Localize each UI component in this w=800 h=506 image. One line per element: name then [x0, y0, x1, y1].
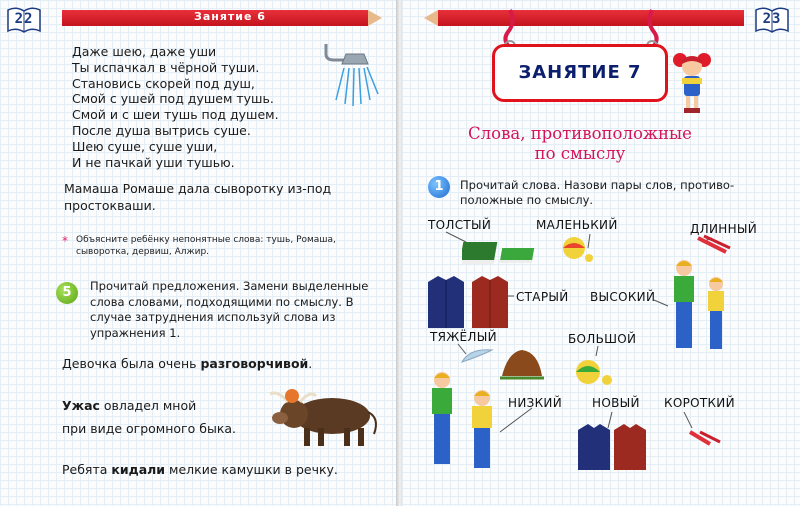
- task-number-badge: 1: [428, 176, 450, 198]
- task-instructions: Прочитай предложения. Замени выделенные слова словами, подходящими по смыслу. В случае затруднения используй слова из упражнения 1.: [90, 279, 369, 340]
- word-dlinnyy: ДЛИННЫЙ: [690, 222, 758, 236]
- long-pencils-illustration: [696, 234, 732, 258]
- bull-illustration: [264, 384, 382, 450]
- lesson-header: Занятие 6: [194, 10, 266, 23]
- sentence-2-line-2: при виде огромного быка.: [62, 421, 236, 436]
- old-jackets-illustration: [424, 272, 514, 330]
- word-novyy: НОВЫЙ: [592, 396, 640, 410]
- tall-short-boys-illustration: [668, 258, 734, 354]
- word-staryy: СТАРЫЙ: [516, 290, 569, 304]
- sentence-1: Девочка была очень разговорчивой.: [62, 356, 313, 371]
- shower-illustration: [318, 40, 388, 110]
- word-vysokiy: ВЫСОКИЙ: [590, 290, 656, 304]
- tongue-twister-line: простокваши.: [64, 198, 156, 213]
- poem-line: Становись скорей под душ,: [72, 75, 255, 91]
- highlighted-word: кидали: [111, 462, 166, 477]
- balls-illustration: [560, 236, 596, 264]
- boys-illustration: [426, 370, 502, 474]
- task-instructions: Прочитай слова. Назови пары слов, противо-положные по смыслу.: [460, 178, 735, 207]
- page-number-left: 22: [6, 6, 42, 34]
- stone-illustration: [498, 344, 546, 380]
- lesson-title: ЗАНЯТИЕ 7: [518, 62, 642, 83]
- task-number-badge: 5: [56, 282, 78, 304]
- highlighted-word: разговорчивой: [200, 356, 309, 371]
- parent-note: Объясните ребёнку непонятные слова: тушь, Ромаша, сыворотка, дервиш, Алжир.: [76, 235, 336, 257]
- page-number-right: 23: [754, 6, 790, 34]
- poem-line: Ты испачкал в чёрной туши.: [72, 59, 260, 75]
- word-malenkiy: МАЛЕНЬКИЙ: [536, 218, 618, 232]
- short-pencils-illustration: [688, 428, 724, 450]
- poem: [72, 44, 279, 170]
- poem-line: Даже шею, даже уши: [72, 44, 217, 59]
- word-nizkiy: НИЗКИЙ: [508, 396, 562, 410]
- poem-line: И не пачкай уши тушью.: [72, 154, 235, 170]
- sentence-2: Ужас овладел мной: [62, 398, 197, 413]
- highlighted-word: Ужас: [62, 398, 100, 413]
- word-tyazhelyy: ТЯЖЁЛЫЙ: [430, 330, 497, 344]
- tongue-twister-line: Мамаша Ромаше дала сыворотку из-под: [64, 181, 332, 196]
- left-page: [0, 0, 398, 506]
- poem-line: Шею суше, суше уши,: [72, 138, 218, 154]
- big-small-balls-illustration: [574, 358, 614, 388]
- feather-illustration: [460, 346, 494, 366]
- word-bolshoy: БОЛЬШОЙ: [568, 332, 637, 346]
- word-tolstyy: ТОЛСТЫЙ: [428, 218, 492, 232]
- sentence-3: Ребята кидали мелкие камушки в речку.: [62, 462, 338, 477]
- poem-line: Смой с ушей под душем тушь.: [72, 91, 274, 107]
- poem-line: После душа вытрись суше.: [72, 122, 251, 138]
- new-jackets-illustration: [576, 420, 648, 472]
- section-heading: Слова, противоположные по смыслу: [468, 124, 692, 163]
- tongue-twister: [64, 180, 331, 214]
- poem-line: Смой и с шеи тушь под душем.: [72, 107, 279, 123]
- books-illustration: [462, 238, 540, 270]
- word-korotkiy: КОРОТКИЙ: [664, 396, 735, 410]
- note-star-icon: *: [62, 234, 68, 248]
